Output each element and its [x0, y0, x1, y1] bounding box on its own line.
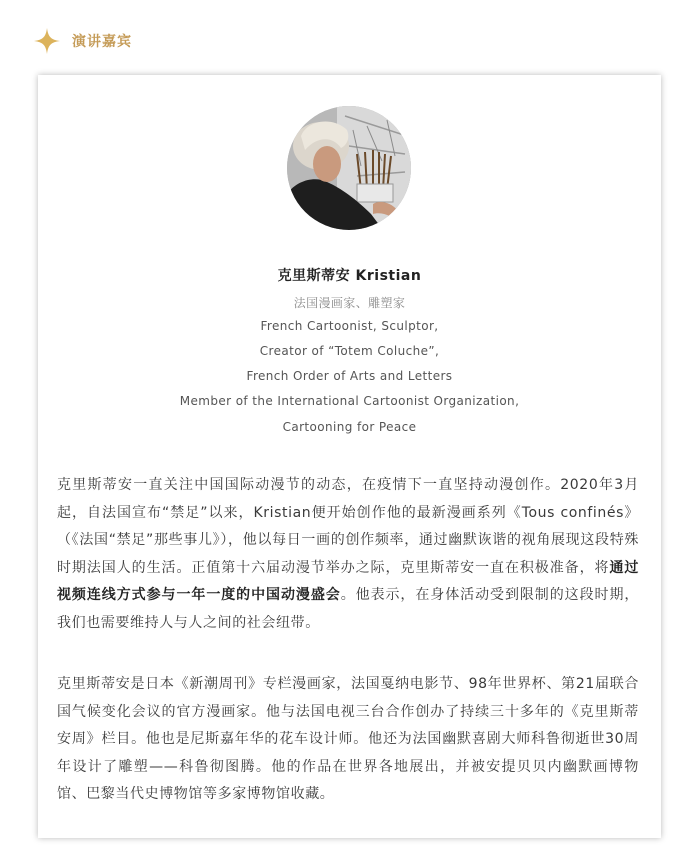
bio-text: 克里斯蒂安一直关注中国国际动漫节的动态，在疫情下一直坚持动漫创作。2020年3月起，自法国宣布“禁足”以来，Kristian便开始创作他的最新漫画系列《Tous confinés》（《法国“禁足”那些事儿》），他以每日一画的创作频率，通过幽默诙谐的视角展现这段特殊时期法国人的生活。正值第十六届动漫节举办之际，克里斯蒂安一直在积极准备，将: [57, 477, 639, 576]
bio-paragraph-2: 克里斯蒂安是日本《新潮周刊》专栏漫画家，法国戛纳电影节、98年世界杯、第21届联合国气候变化会议的官方漫画家。他与法国电视三台合作创办了持续三十多年的《克里斯蒂安周》栏目。他也是尼斯嘉年华的花车设计师。他还为法国幽默喜剧大师科鲁彻逝世30周年设计了雕塑——科鲁彻图腾。他的作品在世界各地展出，并被安提贝贝内幽默画博物馆、巴黎当代史博物馆等多家博物馆收藏。: [57, 676, 639, 802]
bio-paragraph-1: [57, 472, 639, 637]
speaker-name: 克里斯蒂安 Kristian: [277, 268, 422, 284]
section-header: [34, 26, 132, 56]
speaker-title-line: French Cartoonist, Sculptor,: [260, 319, 439, 333]
speaker-title-line: Creator of “Totem Coluche”,: [259, 344, 440, 358]
speaker-avatar: [287, 106, 411, 230]
speaker-title-line: Member of the International Cartoonist Organization,: [179, 394, 520, 408]
sparkle-star-icon: [34, 28, 60, 54]
section-title: 演讲嘉宾: [72, 34, 132, 50]
speaker-photo: [287, 106, 411, 230]
speaker-title-line: French Order of Arts and Letters: [246, 369, 453, 383]
speaker-title-line: Cartooning for Peace: [282, 420, 417, 434]
speaker-title-cn: 法国漫画家、雕塑家: [293, 296, 406, 310]
bio-highlight: 通过视频连线方式参与一年一度的中国动漫盛会: [57, 559, 640, 603]
speaker-card: [38, 75, 661, 838]
bio-text: 。他表示，在身体活动受到限制的这段时期，我们也需要维持人与人之间的社会纽带。: [57, 587, 639, 631]
